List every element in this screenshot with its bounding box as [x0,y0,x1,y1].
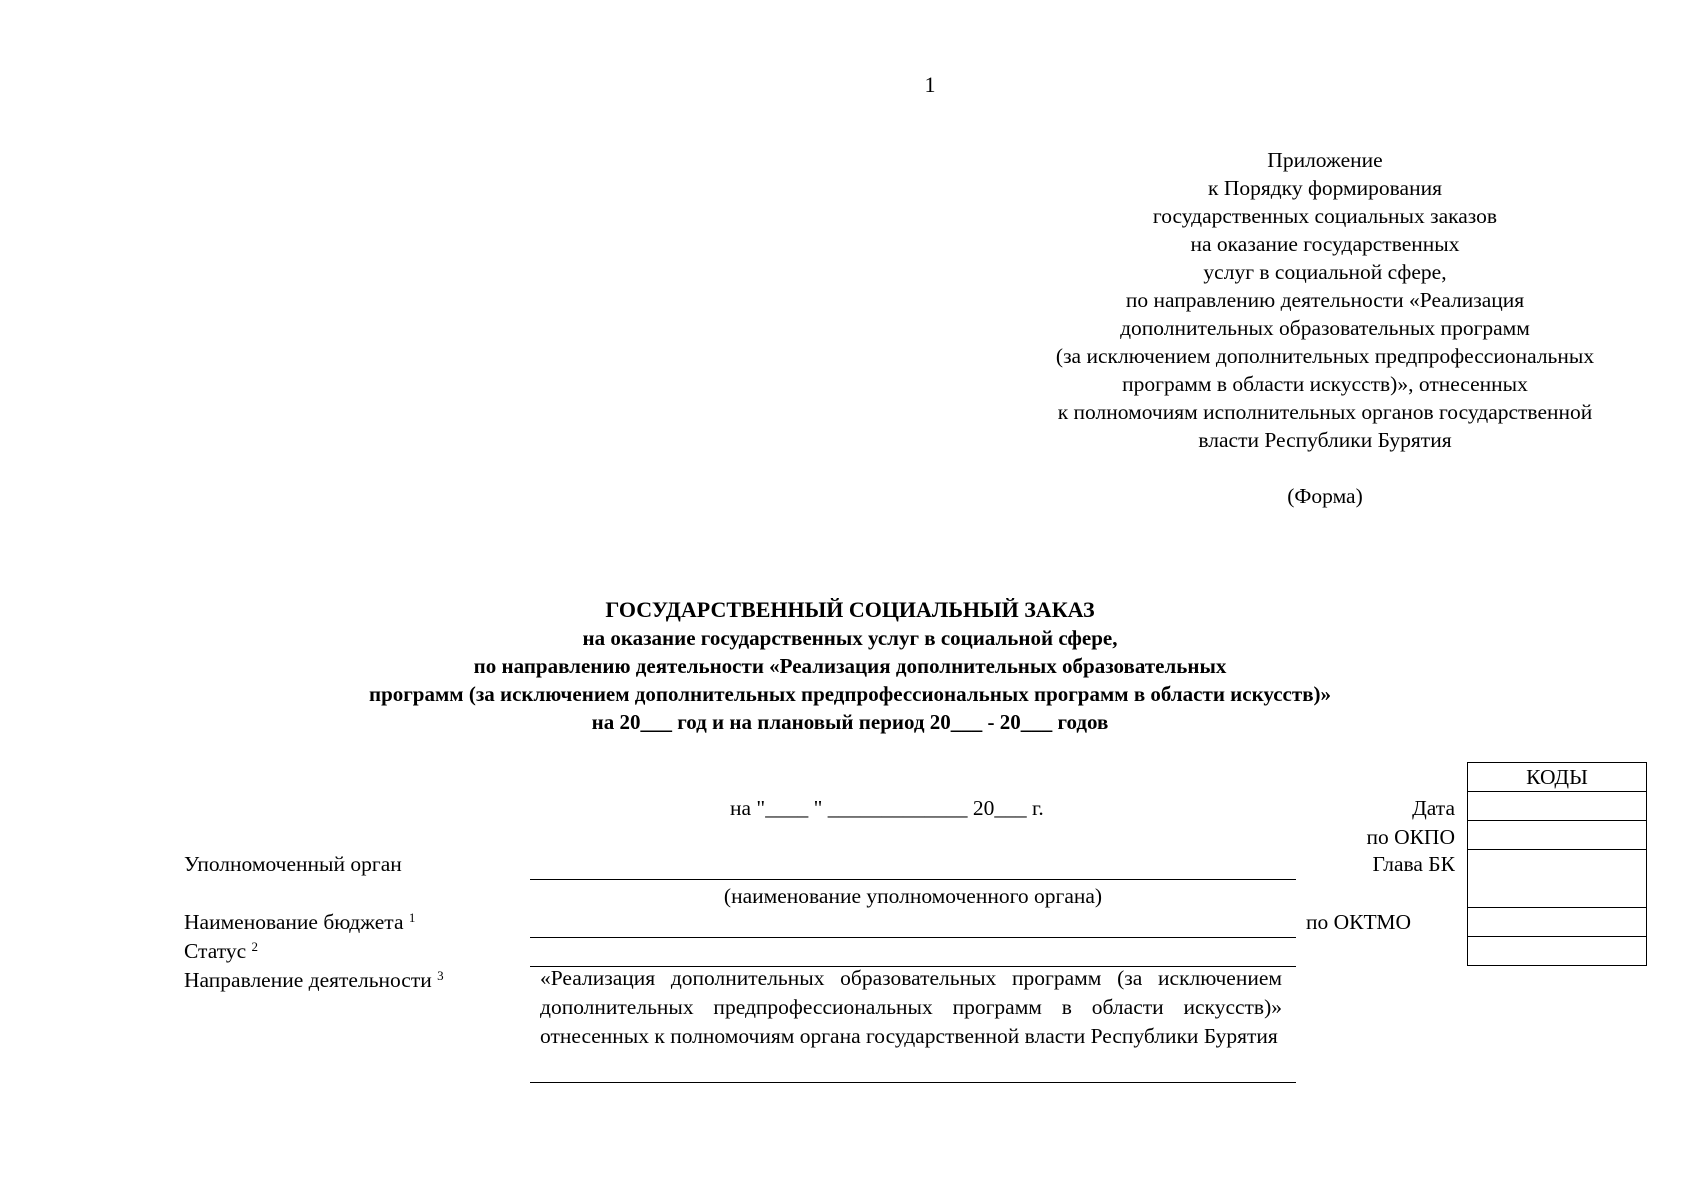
form-note: (Форма) [1287,484,1363,508]
annex-line: услуг в социальной сфере, [1203,260,1447,284]
direction-label-text: Направление деятельности [184,968,432,992]
title-line: на оказание государственных услуг в социальной сфере, [582,626,1118,650]
status-label [184,939,258,964]
codes-label-okpo: по ОКПО [1366,825,1455,849]
codes-header: КОДЫ [1468,763,1647,792]
codes-label-date: Дата [1412,796,1455,820]
authority-caption: (наименование уполномоченного органа) [723,884,1103,908]
annex-line: (за исключением дополнительных предпрофессиональных [1055,344,1595,368]
code-cell-extra[interactable] [1468,937,1647,966]
page-number: 1 [924,72,936,97]
codes-label-glava-bk: Глава БК [1372,852,1455,876]
annex-line: по направлению деятельности «Реализация [1125,288,1525,312]
codes-table [1467,762,1647,966]
footnote-marker: 1 [408,910,416,925]
budget-label-text: Наименование бюджета [184,910,404,934]
authority-label [184,852,402,877]
direction-text: «Реализация дополнительных образовательных программ (за исключением дополнительных предпрофессиональных программ в области искусств)» отнесенных к полномочиям органа государственной власти Республики Бурятия [540,966,1282,1048]
annex-line: на оказание государственных [1190,232,1460,256]
title-main: ГОСУДАРСТВЕННЫЙ СОЦИАЛЬНЫЙ ЗАКАЗ [605,597,1095,622]
codes-label-oktmo: по ОКТМО [1306,910,1411,934]
document-title [250,596,1450,736]
direction-label [184,968,444,993]
code-cell-date[interactable] [1468,792,1647,821]
title-line: по направлению деятельности «Реализация дополнительных образовательных [473,654,1227,678]
annex-line: к Порядку формирования [1208,176,1442,200]
authority-label-text: Уполномоченный орган [184,852,402,876]
code-cell-okpo[interactable] [1468,821,1647,850]
footnote-marker: 2 [251,939,258,954]
budget-label [184,910,415,935]
date-line: на "____ " _____________ 20___ г. [730,796,1044,820]
annex-line: государственных социальных заказов [1152,204,1498,228]
budget-fill-line[interactable] [530,937,1296,938]
annex-line: Приложение [1267,148,1383,172]
annex-line: к полномочиям исполнительных органов государственной [1057,400,1593,424]
code-cell-glava-bk[interactable] [1468,850,1647,908]
annex-line: программ в области искусств)», отнесенных [1122,372,1528,396]
footnote-marker: 3 [437,968,444,983]
annex-header [1000,146,1650,510]
status-label-text: Статус [184,939,247,963]
code-cell-oktmo[interactable] [1468,908,1647,937]
title-line: программ (за исключением дополнительных предпрофессиональных программ в области искусств)» [368,682,1332,706]
title-period-line: на 20___ год и на плановый период 20___ - 20___ годов [591,710,1109,734]
annex-line: власти Республики Бурятия [1198,428,1452,452]
annex-line: дополнительных образовательных программ [1120,316,1530,340]
authority-fill-line[interactable] [530,879,1296,880]
direction-fill-line[interactable] [530,1082,1296,1083]
